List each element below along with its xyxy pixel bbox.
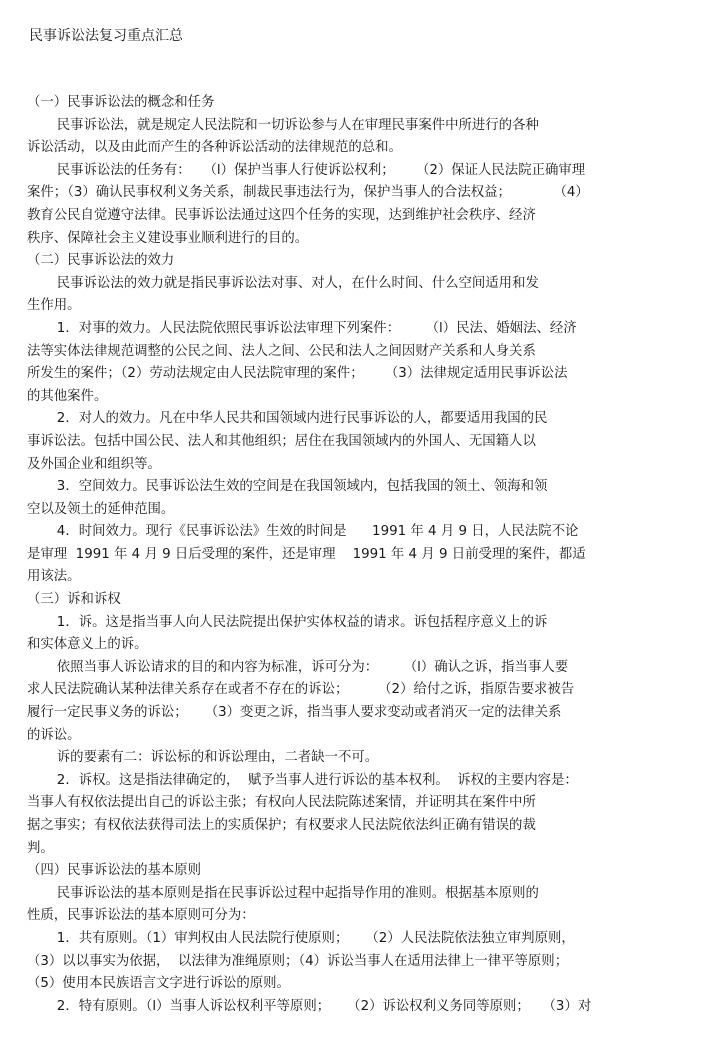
text-line: 空以及领土的延伸范围。 [27,501,175,517]
text-line: 1．共有原则。（1）审判权由人民法院行使原则； （2）人民法院依法独立审判原则， [27,930,575,946]
text-line: 事诉讼法。包括中国公民、法人和其他组织；居住在我国领域内的外国人、无国籍人以 [27,433,536,449]
document-body [27,92,679,1018]
text-line: 诉讼活动，以及由此而产生的各种诉讼活动的法律规范的总和。 [27,140,402,156]
text-line: （二）民事诉讼法的效力 [27,253,175,269]
text-line: 民事诉讼法的效力就是指民事诉讼法对事、对人，在什么时间、什么空间适用和发 [27,275,539,291]
text-line: 2．诉权。这是指法律确定的， 赋予当事人进行诉讼的基本权利。 诉权的主要内容是： [27,772,578,788]
text-line: 1．诉。这是指当事人向人民法院提出保护实体权益的请求。诉包括程序意义上的诉 [27,614,548,630]
text-line: 1．对事的效力。人民法院依照民事诉讼法审理下列案件： （l）民法、婚姻法、经济 [27,320,577,336]
text-line: 据之事实；有权依法获得司法上的实质保护；有权要求人民法院依法纠正确有错误的裁 [27,818,536,833]
text-line: 法等实体法律规范调整的公民之间、法人之间、公民和法人之间因财产关系和人身关系 [27,343,536,359]
text-line: 求人民法院确认某种法律关系存在或者不存在的诉讼； （2）给付之诉，指原告要求被告 [27,682,575,698]
text-line: 2．对人的效力。凡在中华人民共和国领域内进行民事诉讼的人，都要适用我国的民 [27,411,548,427]
text-line: 及外国企业和组织等。 [27,456,161,472]
text-line: 诉的要素有二：诉讼标的和诉讼理由，二者缺一不可。 [27,750,379,766]
text-line: 的诉讼。 [27,727,81,743]
text-line: 案件；（3）确认民事权利义务关系，制裁民事违法行为，保护当事人的合法权益； （4） [27,185,589,201]
document-title: 民事诉讼法复习重点汇总 [29,28,183,44]
text-line: 秩序、保障社会主义建设事业顺利进行的目的。 [27,230,309,246]
text-line: 的其他案件。 [27,388,108,404]
text-line: 当事人有权依法提出自己的诉讼主张；有权向人民法院陈述案情，并证明其在案件中所 [27,795,536,811]
text-line: 教育公民自觉遵守法律。民事诉讼法通过这四个任务的实现，达到维护社会秩序、经济 [27,207,536,223]
text-line: （3）以以事实为依据， 以法律为准绳原则；（4）诉讼当事人在适用法律上一律平等原则； [27,953,569,969]
text-line: （四）民事诉讼法的基本原则 [27,863,202,879]
text-line: 3．空间效力。民事诉讼法生效的空间是在我国领域内，包括我国的领土、领海和领 [27,479,548,495]
text-line: 所发生的案件；（2）劳动法规定由人民法院审理的案件； （3）法律规定适用民事诉讼法 [27,366,568,382]
text-line: 依照当事人诉讼请求的目的和内容为标准，诉可分为： （l）确认之诉，指当事人要 [27,659,569,675]
text-line: （三）诉和诉权 [27,592,121,608]
text-line: 和实体意义上的诉。 [27,637,148,653]
text-line: 履行一定民事义务的诉讼； （3）变更之诉，指当事人要求变动或者消灭一定的法律关系 [27,705,562,721]
text-line: 生作用。 [27,298,81,314]
text-line: 2．特有原则。（l）当事人诉讼权利平等原则； （2）诉讼权利义务同等原则； （3）对 [27,998,592,1014]
text-line: 4．时间效力。现行《民事诉讼法》生效的时间是 1991 年 4 月 9 日，人民法院不论 [27,524,579,540]
text-line: 民事诉讼法的基本原则是指在民事诉讼过程中起指导作用的准则。根据基本原则的 [27,885,539,901]
text-line: 用该法。 [27,569,81,585]
text-line: （5）使用本民族语言文字进行诉讼的原则。 [27,976,290,992]
text-line: 性质，民事诉讼法的基本原则可分为： [27,908,255,924]
text-line: 是审理 1991 年 4 月 9 日后受理的案件，还是审理 1991 年 4 月 9 日前受理的案件，都适 [27,546,586,562]
text-line: 民事诉讼法的任务有： （l）保护当事人行使诉讼权利； （2）保证人民法院正确审理 [27,162,586,178]
text-line: 判。 [27,840,54,856]
text-line: 民事诉讼法，就是规定人民法院和一切诉讼参与人在审理民事案件中所进行的各种 [27,117,539,133]
text-line: （一）民事诉讼法的概念和任务 [27,95,215,110]
